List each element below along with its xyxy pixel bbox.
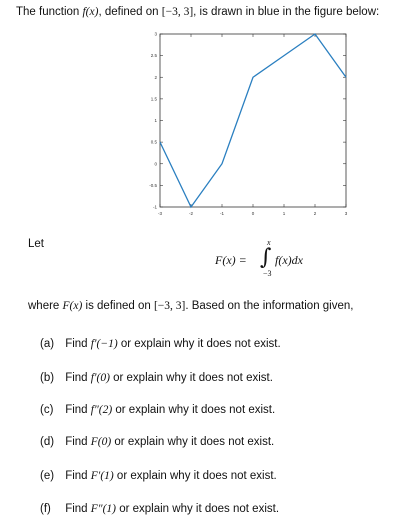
intro-post: , is drawn in blue in the figure below: bbox=[193, 6, 380, 18]
question-post: or explain why it does not exist. bbox=[117, 338, 281, 350]
where-pre: where bbox=[28, 300, 63, 312]
x-tick-label: 2 bbox=[313, 211, 317, 216]
question-post: or explain why it does not exist. bbox=[112, 404, 276, 416]
question-expr: F″(1) bbox=[90, 503, 117, 515]
y-tick-label: 1 bbox=[154, 118, 157, 124]
x-tick-label: -2 bbox=[188, 211, 194, 216]
x-tick-label: 1 bbox=[282, 211, 286, 216]
question-a bbox=[40, 338, 281, 350]
y-tick-label: 2.5 bbox=[150, 53, 157, 59]
question-e bbox=[40, 470, 277, 482]
x-tick-label: -1 bbox=[219, 211, 225, 216]
intro-pre: The function bbox=[16, 6, 83, 18]
question-pre: Find bbox=[65, 503, 91, 515]
y-tick-label: 1.5 bbox=[150, 96, 157, 102]
y-tick-label: 3 bbox=[154, 31, 157, 37]
where-mid: is defined on bbox=[82, 300, 154, 312]
y-tick-label: 0.5 bbox=[150, 139, 157, 145]
x-tick-label: -3 bbox=[157, 211, 163, 216]
question-expr: f″(2) bbox=[90, 404, 113, 416]
question-pre: Find bbox=[65, 404, 91, 416]
intro-fx: f(x) bbox=[82, 6, 99, 18]
integrand: f(x)dx bbox=[275, 253, 303, 267]
intro-mid: , defined on bbox=[98, 6, 162, 18]
y-tick-label: 0 bbox=[154, 161, 157, 167]
plot-frame bbox=[160, 34, 346, 207]
question-b bbox=[40, 372, 273, 384]
question-post: or explain why it does not exist. bbox=[109, 372, 273, 384]
where-post: . Based on the information given, bbox=[185, 300, 354, 312]
question-label: (a) bbox=[40, 338, 55, 350]
question-f bbox=[40, 503, 279, 515]
integral-upper-limit: x bbox=[267, 238, 271, 247]
question-expr: f′(−1) bbox=[90, 338, 118, 350]
where-text bbox=[28, 300, 353, 312]
question-label: (f) bbox=[40, 503, 51, 515]
question-expr: f′(0) bbox=[90, 372, 110, 384]
question-pre: Find bbox=[65, 338, 91, 350]
question-post: or explain why it does not exist. bbox=[116, 503, 280, 515]
question-pre: Find bbox=[65, 470, 91, 482]
question-label: (b) bbox=[40, 372, 55, 384]
question-expr: F′(1) bbox=[90, 470, 114, 482]
question-expr: F(0) bbox=[90, 436, 112, 448]
question-post: or explain why it does not exist. bbox=[113, 470, 277, 482]
series-line-f bbox=[160, 34, 346, 207]
question-label: (e) bbox=[40, 470, 55, 482]
let-text: Let bbox=[28, 238, 44, 250]
y-tick-label: 2 bbox=[154, 74, 157, 80]
integral-formula bbox=[215, 238, 303, 278]
function-graph bbox=[140, 30, 352, 220]
question-label: (c) bbox=[40, 404, 54, 416]
y-tick-label: -1 bbox=[152, 204, 157, 210]
question-pre: Find bbox=[65, 372, 91, 384]
y-tick-label: -0.5 bbox=[149, 182, 157, 188]
where-interval: [−3, 3] bbox=[153, 300, 186, 312]
question-c bbox=[40, 404, 275, 416]
formula-lhs: F(x) = bbox=[215, 253, 247, 267]
question-d bbox=[40, 436, 274, 448]
integral-lower-limit: −3 bbox=[263, 269, 272, 278]
where-Fx: F(x) bbox=[62, 300, 83, 312]
x-tick-label: 3 bbox=[344, 211, 348, 216]
question-post: or explain why it does not exist. bbox=[111, 436, 275, 448]
intro-text bbox=[16, 6, 379, 18]
question-label: (d) bbox=[40, 436, 55, 448]
integral-sign: ∫ bbox=[260, 245, 272, 270]
x-tick-label: 0 bbox=[251, 211, 255, 216]
question-pre: Find bbox=[65, 436, 91, 448]
intro-interval: [−3, 3] bbox=[161, 6, 194, 18]
